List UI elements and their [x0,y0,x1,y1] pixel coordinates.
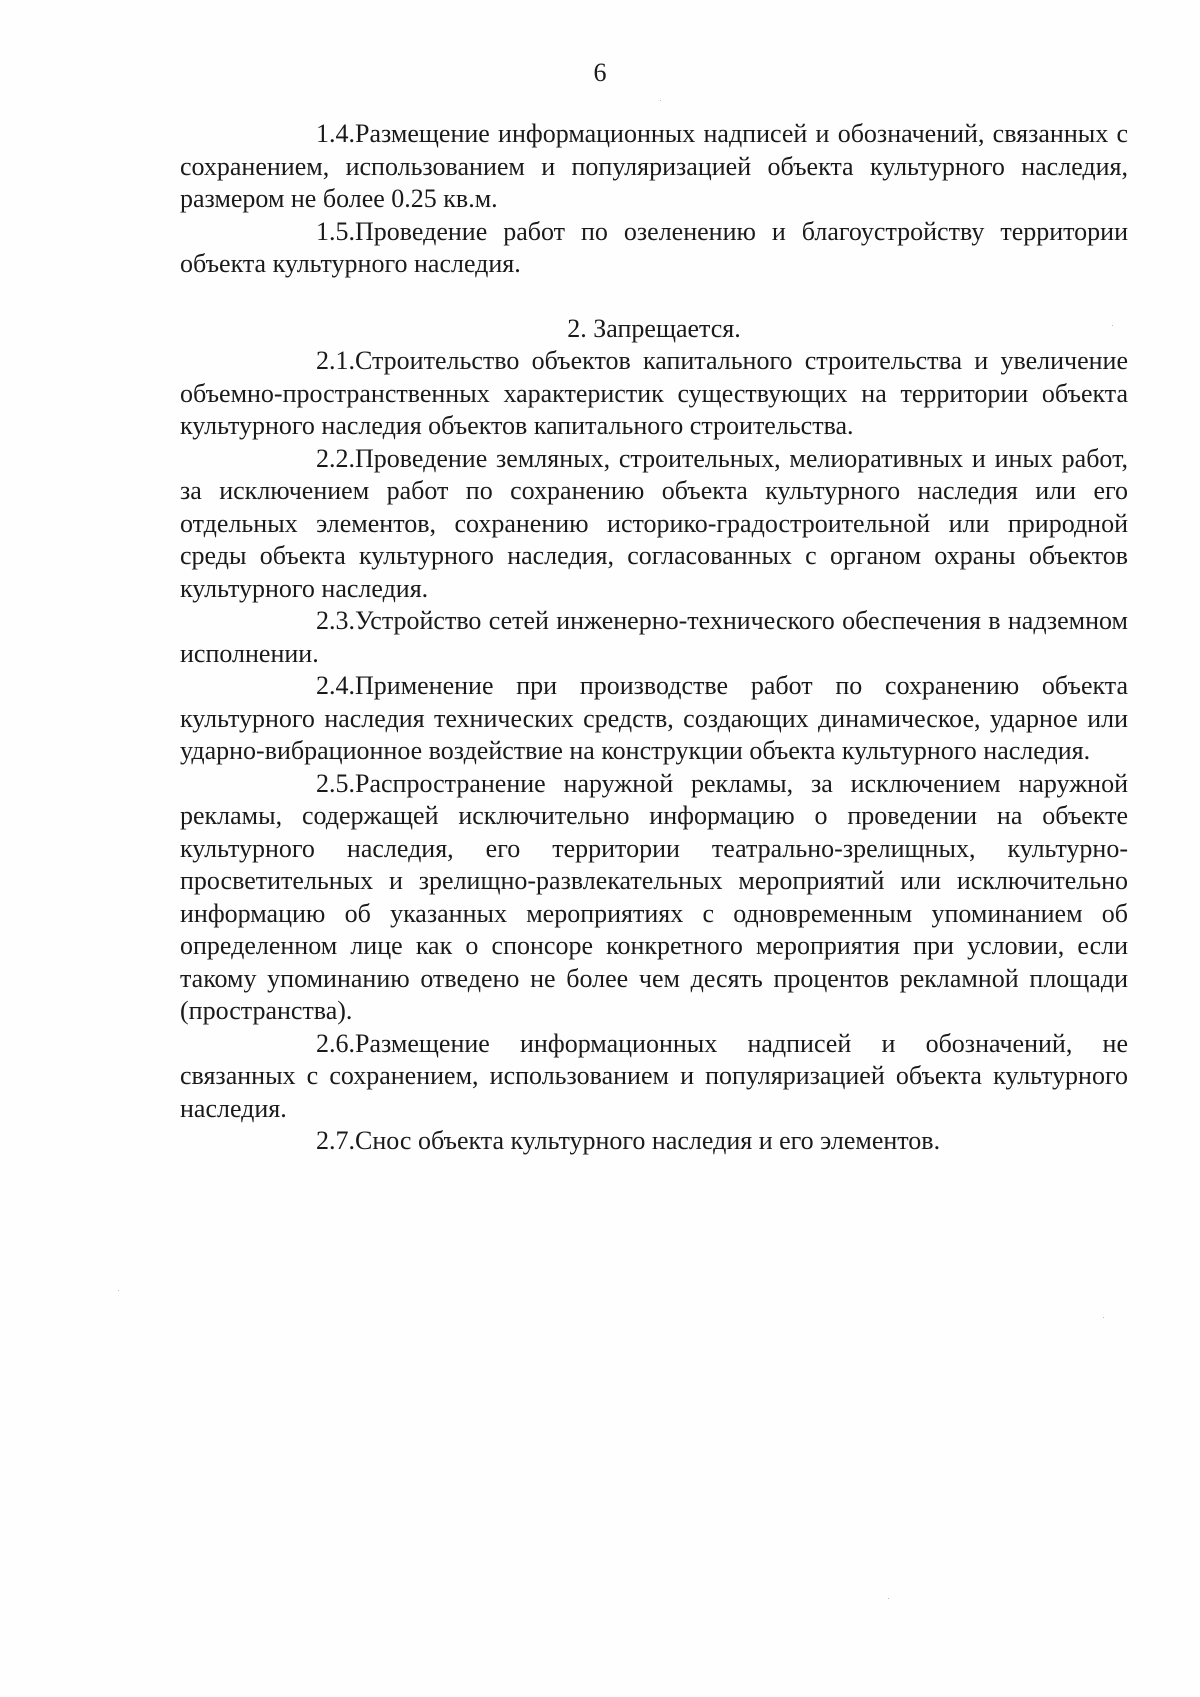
list-item [180,768,1128,1028]
page-number: 6 [593,58,607,87]
scan-speck [118,1290,119,1291]
scan-speck [888,1598,889,1599]
document-body [180,118,1128,1158]
item-text: Проведение работ по озеленению и благоустройству территории объекта культурного наследия. [180,216,1128,278]
item-text: Устройство сетей инженерно-технического обеспечения в надземном исполнении. [180,606,1128,668]
list-item [180,443,1128,606]
item-text: Размещение информационных надписей и обозначений, связанных с сохранением, использованием и популяризацией объекта культурного наследия, размером не более 0.25 кв.м. [180,119,1128,213]
list-item [180,345,1128,443]
item-number: 2.1. [316,346,355,375]
item-text: Снос объекта культурного наследия и его элементов. [355,1126,941,1155]
list-item [180,605,1128,670]
list-item [180,216,1128,281]
item-number: 2.3. [316,606,355,635]
list-item [180,118,1128,216]
item-text: Размещение информационных надписей и обозначений, не связанных с сохранением, использованием и популяризацией объекта культурного наследия. [180,1028,1128,1123]
item-number: 2.5. [316,768,355,798]
item-number: 2.2. [316,443,355,473]
list-item [180,670,1128,768]
scan-speck [1103,1317,1104,1318]
item-text: Распространение наружной рекламы, за исключением наружной рекламы, содержащей исключительно информацию о проведении на объекте культурного наследия, его территории театрально-зрелищных, культурно-просветительных и зрелищно-развлекательных мероприятий или исключительно информацию об указанных мероприятиях с одновременным упоминанием об определенном лице как о спонсоре конкретного мероприятия при условии, если такому упоминанию отведено не более чем десять процентов рекламной площади (пространства). [180,768,1128,1025]
item-text: Строительство объектов капитального строительства и увеличение объемно-пространственных характеристик существующих на территории объекта культурного наследия объектов капитального строительства. [180,346,1128,440]
scan-speck [1112,325,1113,326]
list-item [180,1028,1128,1126]
item-number: 1.5. [316,216,355,246]
item-text: Применение при производстве работ по сохранению объекта культурного наследия технических средств, создающих динамическое, ударное или ударно-вибрационное воздействие на конструкции объекта культурного наследия. [180,671,1128,765]
item-number: 1.4. [316,119,355,148]
scan-speck [660,100,661,101]
item-text: Проведение земляных, строительных, мелиоративных и иных работ, за исключением работ по сохранению объекта культурного наследия или его отдельных элементов, сохранению историко-градостроительной или природной среды объекта культурного наследия, согласованных с органом охраны объектов культурного наследия. [180,443,1128,603]
list-item [180,1125,1128,1158]
item-number: 2.7. [316,1126,355,1155]
item-number: 2.4. [316,671,355,700]
section-heading: 2. Запрещается. [567,313,741,343]
item-number: 2.6. [316,1028,355,1058]
